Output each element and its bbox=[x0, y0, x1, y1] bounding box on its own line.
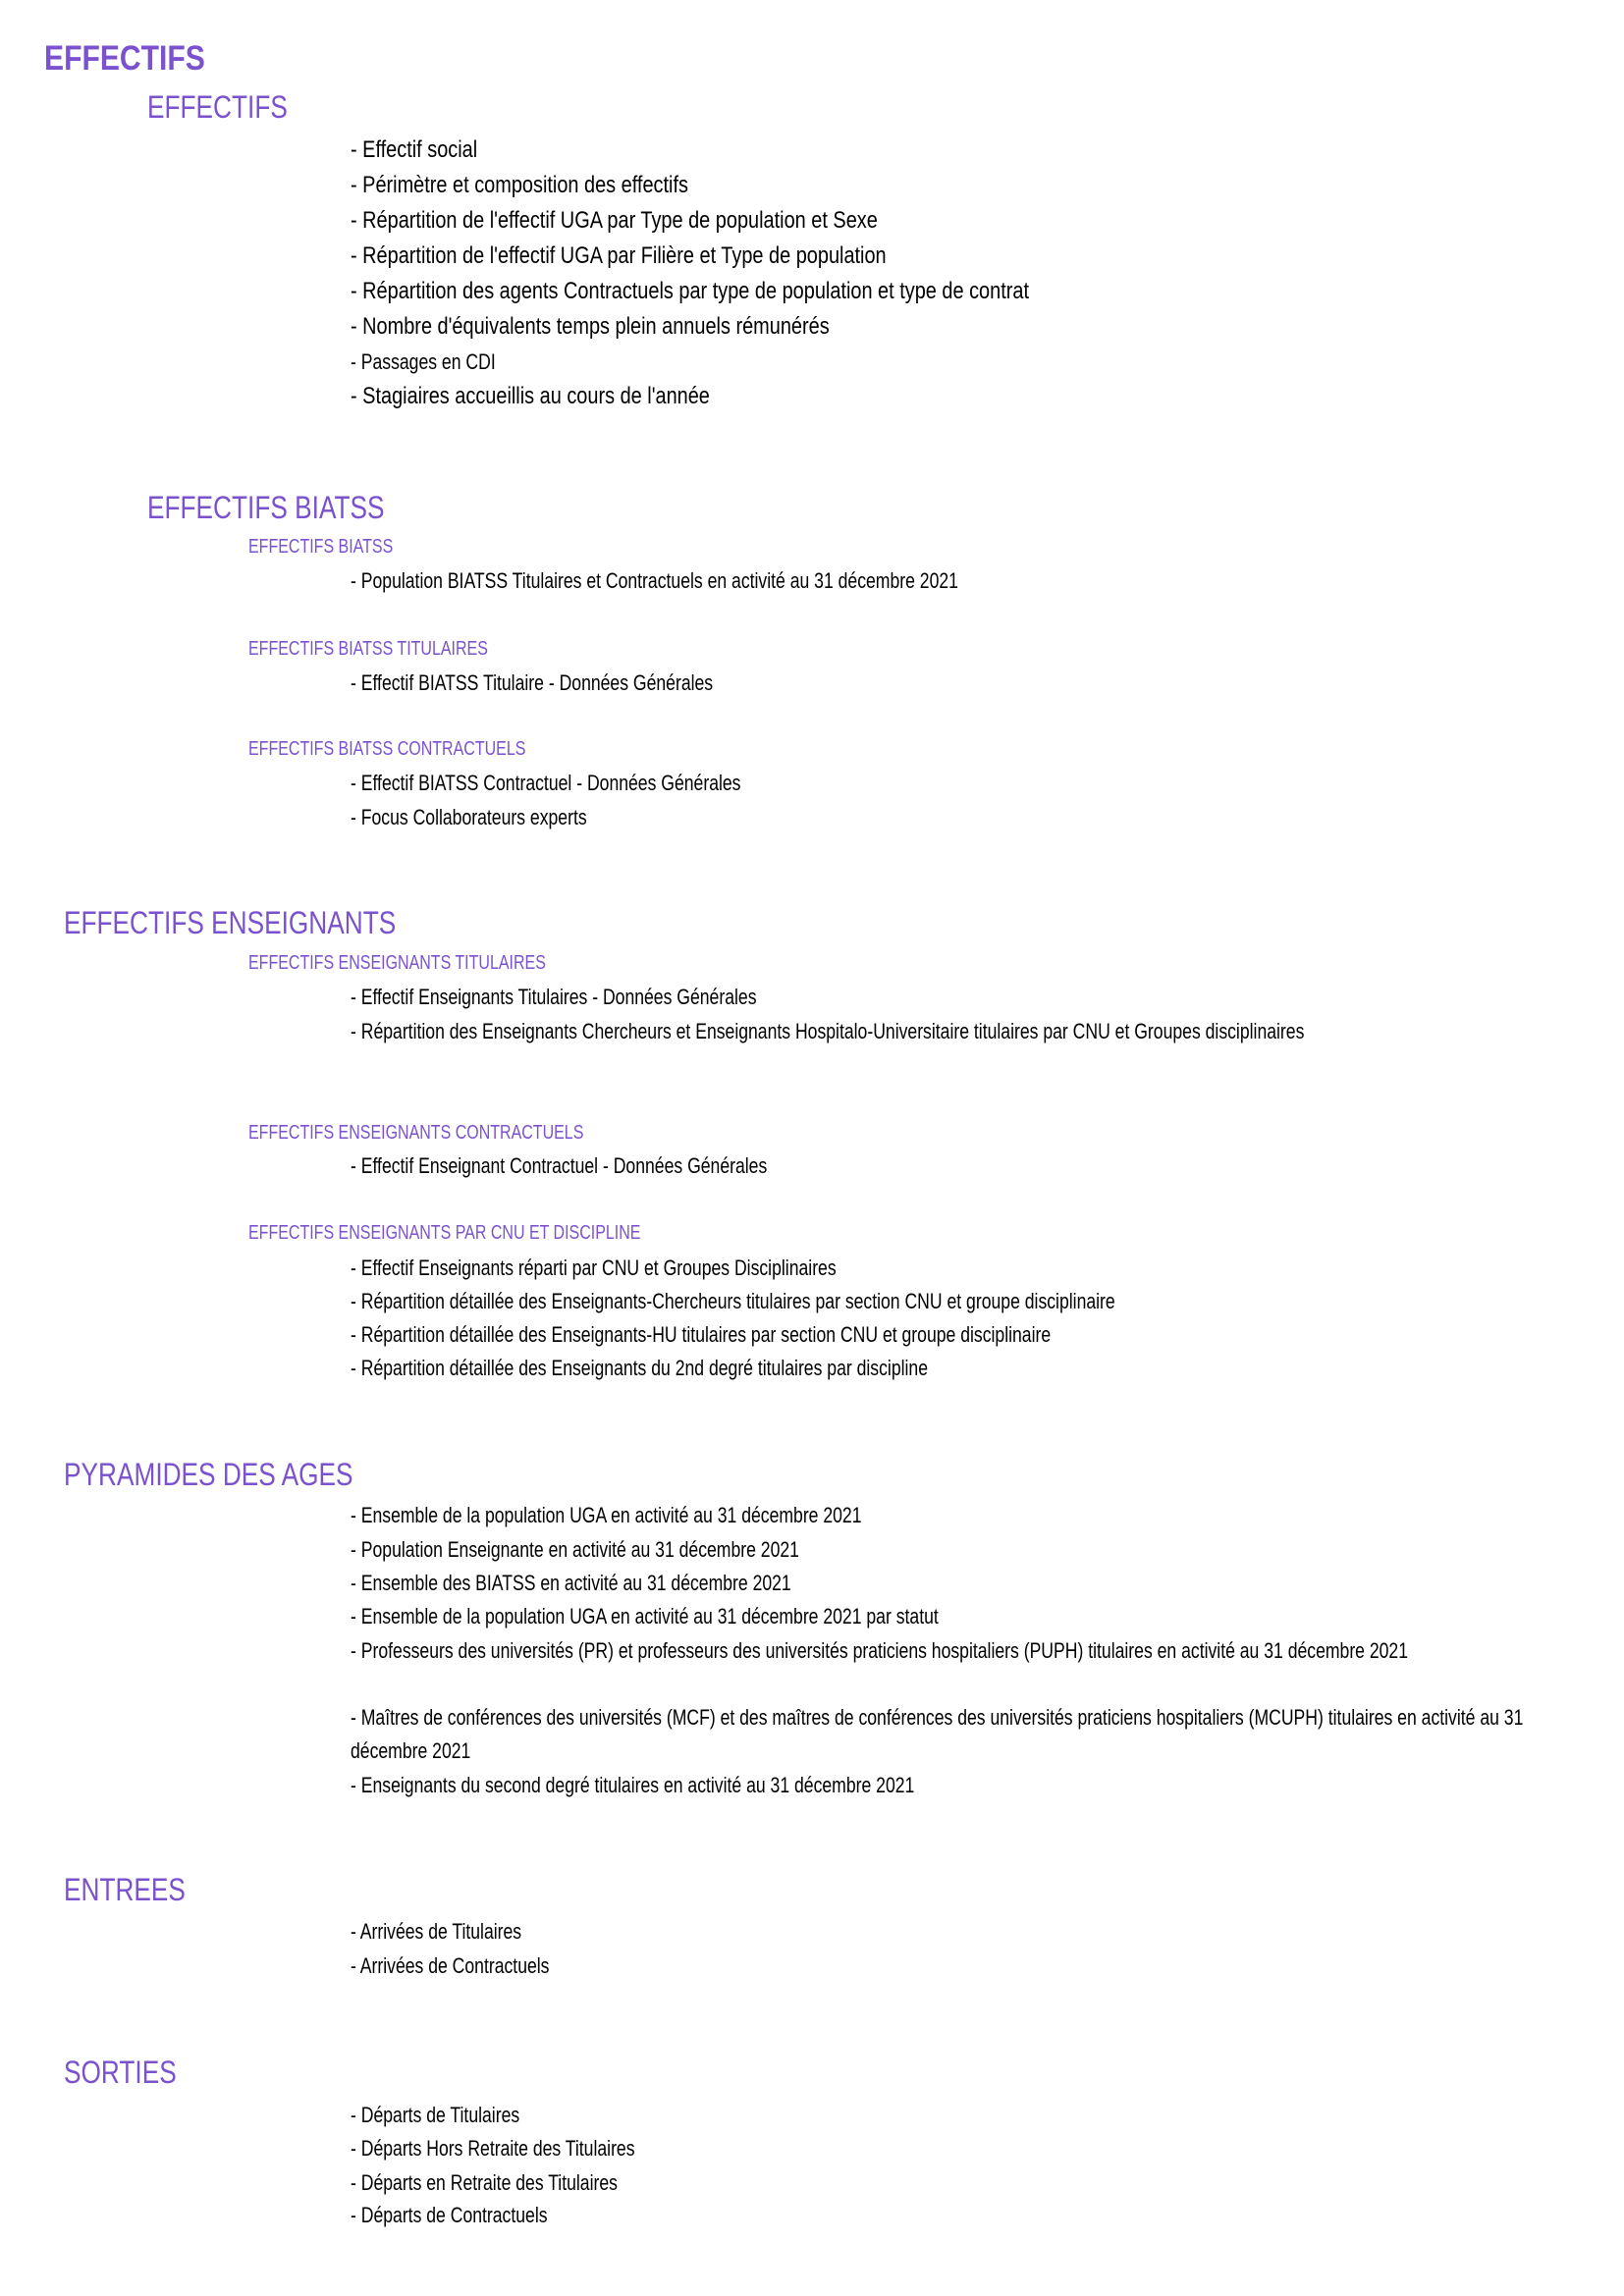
toc-link[interactable]: - Départs en Retraite des Titulaires bbox=[351, 2170, 618, 2195]
toc-link[interactable]: - Arrivées de Contractuels bbox=[351, 1953, 550, 1978]
subsection-heading[interactable]: EFFECTIFS ENSEIGNANTS CONTRACTUELS bbox=[248, 1122, 584, 1144]
toc-link[interactable]: - Répartition détaillée des Enseignants-HU titulaires par section CNU et groupe disciplinaire bbox=[351, 1322, 1052, 1347]
toc-link[interactable]: - Focus Collaborateurs experts bbox=[351, 805, 587, 829]
toc-link[interactable]: - Nombre d'équivalents temps plein annuels rémunérés bbox=[351, 313, 830, 340]
toc-link[interactable]: - Répartition des Enseignants Chercheurs et Enseignants Hospitalo-Universitaire titulaires par CNU et Groupes disciplinaires bbox=[351, 1019, 1305, 1043]
toc-link[interactable]: - Départs Hors Retraite des Titulaires bbox=[351, 2136, 635, 2161]
toc-link[interactable]: - Effectif BIATSS Contractuel - Données Générales bbox=[351, 771, 741, 795]
toc-link[interactable]: - Ensemble de la population UGA en activité au 31 décembre 2021 bbox=[351, 1503, 862, 1527]
toc-link[interactable]: - Passages en CDI bbox=[351, 349, 496, 374]
subsection-heading[interactable]: EFFECTIFS BIATSS CONTRACTUELS bbox=[248, 738, 526, 760]
toc-link[interactable]: - Répartition détaillée des Enseignants du 2nd degré titulaires par discipline bbox=[351, 1356, 929, 1380]
toc-link[interactable]: - Population Enseignante en activité au 31 décembre 2021 bbox=[351, 1537, 799, 1562]
section-heading-sorties[interactable]: SORTIES bbox=[64, 2055, 177, 2090]
toc-link[interactable]: - Effectif Enseignant Contractuel - Données Générales bbox=[351, 1153, 768, 1178]
toc-link[interactable]: - Effectif Enseignants réparti par CNU et Groupes Disciplinaires bbox=[351, 1255, 837, 1280]
toc-link[interactable]: - Population BIATSS Titulaires et Contractuels en activité au 31 décembre 2021 bbox=[351, 568, 958, 593]
toc-link[interactable]: - Effectif social bbox=[351, 136, 478, 163]
section-heading-effectifs[interactable]: EFFECTIFS bbox=[147, 89, 288, 125]
toc-link[interactable]: - Ensemble des BIATSS en activité au 31 décembre 2021 bbox=[351, 1571, 791, 1595]
toc-link[interactable]: - Ensemble de la population UGA en activité au 31 décembre 2021 par statut bbox=[351, 1604, 939, 1629]
toc-link[interactable]: - Répartition de l'effectif UGA par Filière et Type de population bbox=[351, 242, 887, 269]
toc-link[interactable]: - Maîtres de conférences des universités (MCF) et des maîtres de conférences des universités praticiens hospitaliers (MCUPH) titulaires en activité au 31 décembre 2021 bbox=[351, 1705, 1524, 1763]
subsection-heading[interactable]: EFFECTIFS ENSEIGNANTS TITULAIRES bbox=[248, 952, 546, 974]
toc-link[interactable]: - Effectif BIATSS Titulaire - Données Générales bbox=[351, 670, 714, 695]
subsection-heading[interactable]: EFFECTIFS BIATSS TITULAIRES bbox=[248, 638, 488, 660]
section-heading-pyramides[interactable]: PYRAMIDES DES AGES bbox=[64, 1457, 353, 1492]
toc-link[interactable]: - Professeurs des universités (PR) et professeurs des universités praticiens hospitaliers (PUPH) titulaires en activité au 31 décembre 2021 bbox=[351, 1638, 1409, 1663]
section-heading-entrees[interactable]: ENTREES bbox=[64, 1872, 186, 1907]
subsection-heading[interactable]: EFFECTIFS ENSEIGNANTS PAR CNU ET DISCIPLINE bbox=[248, 1222, 641, 1244]
toc-link[interactable]: - Périmètre et composition des effectifs bbox=[351, 172, 688, 198]
section-heading-biatss[interactable]: EFFECTIFS BIATSS bbox=[147, 490, 385, 525]
toc-link[interactable]: - Répartition détaillée des Enseignants-Chercheurs titulaires par section CNU et groupe disciplinaire bbox=[351, 1289, 1115, 1313]
toc-link[interactable]: - Départs de Contractuels bbox=[351, 2203, 548, 2227]
subsection-heading[interactable]: EFFECTIFS BIATSS bbox=[248, 536, 394, 558]
toc-link[interactable]: - Enseignants du second degré titulaires en activité au 31 décembre 2021 bbox=[351, 1773, 915, 1797]
toc-link[interactable]: - Répartition des agents Contractuels par type de population et type de contrat bbox=[351, 278, 1029, 304]
section-heading-enseignants[interactable]: EFFECTIFS ENSEIGNANTS bbox=[64, 905, 397, 940]
toc-link[interactable]: - Départs de Titulaires bbox=[351, 2103, 520, 2127]
toc-link[interactable]: - Arrivées de Titulaires bbox=[351, 1919, 522, 1944]
page-title: EFFECTIFS bbox=[44, 39, 205, 78]
toc-link[interactable]: - Stagiaires accueillis au cours de l'année bbox=[351, 383, 710, 409]
toc-link[interactable]: - Répartition de l'effectif UGA par Type de population et Sexe bbox=[351, 207, 878, 234]
toc-link[interactable]: - Effectif Enseignants Titulaires - Données Générales bbox=[351, 985, 757, 1009]
